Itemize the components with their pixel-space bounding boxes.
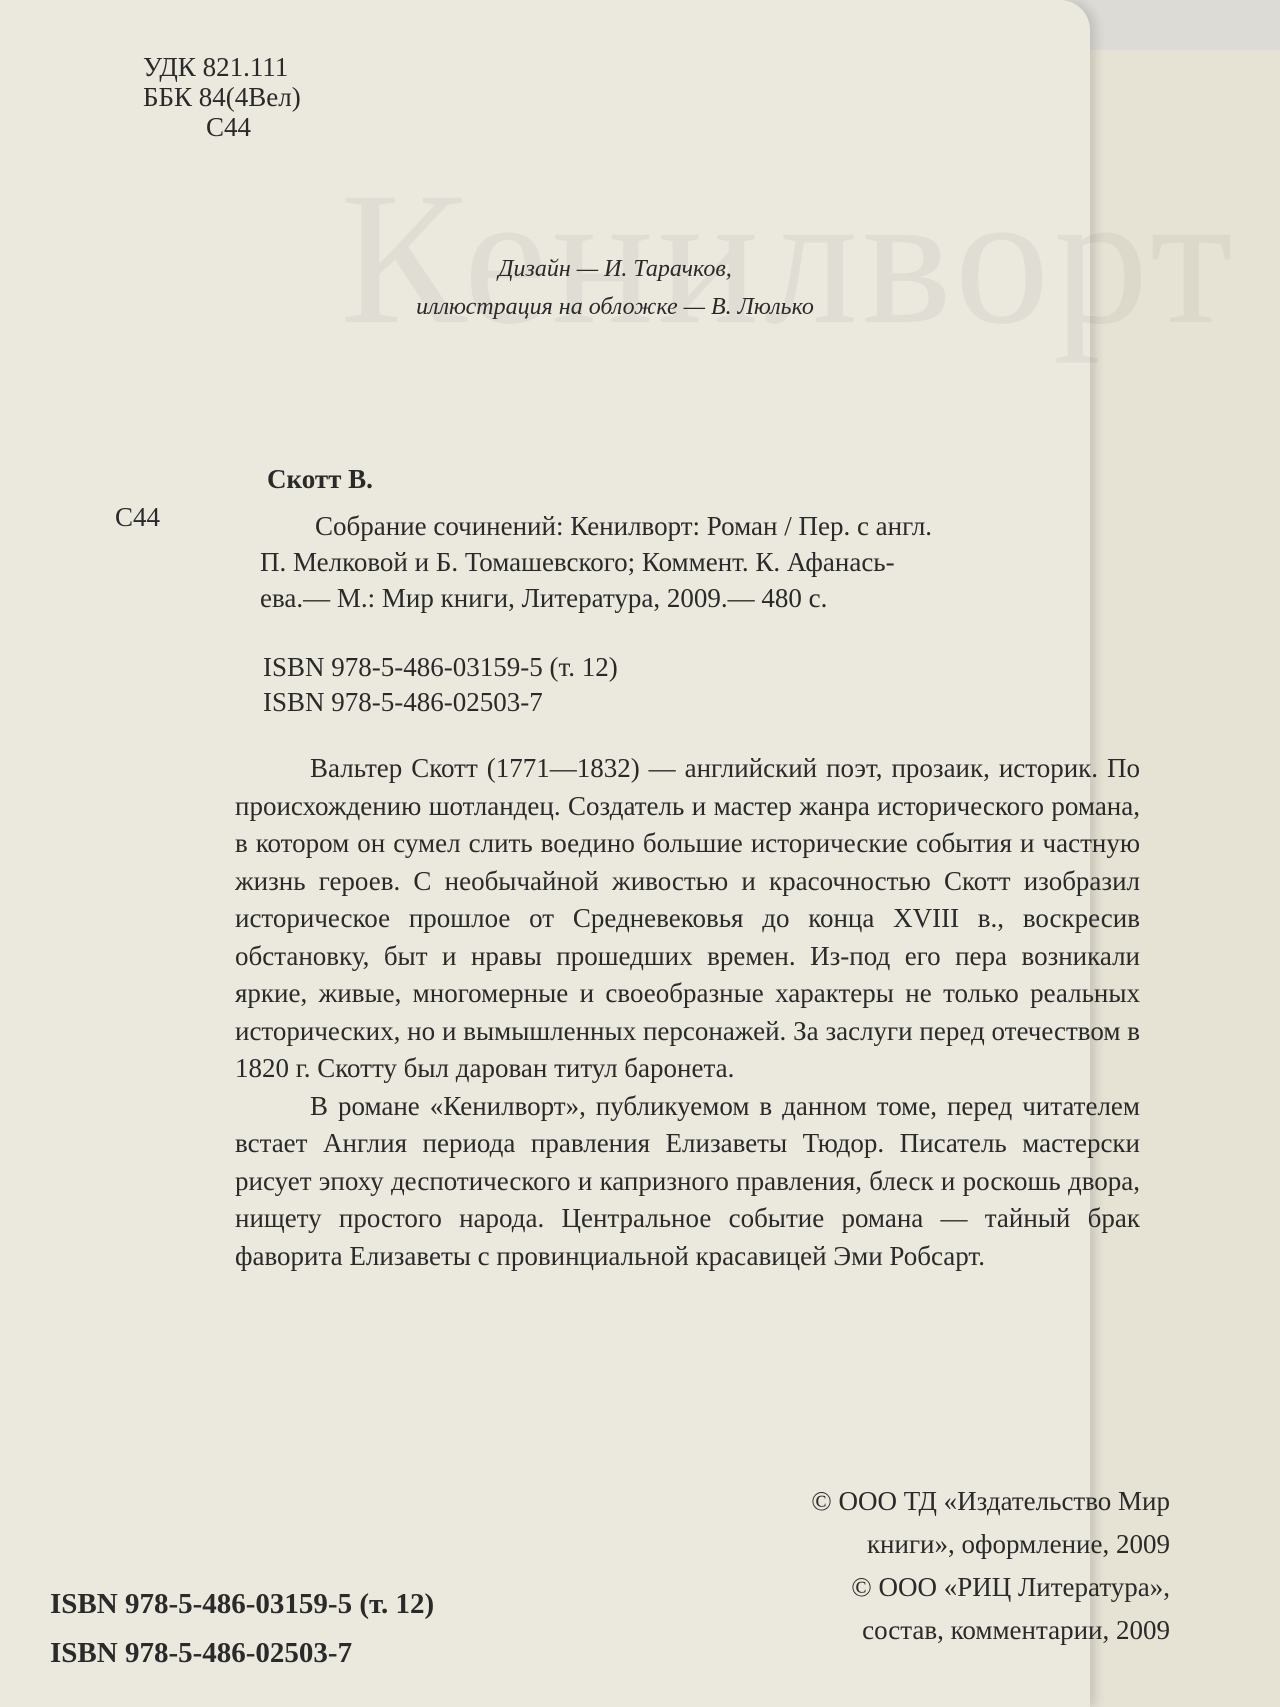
author-heading: Скотт В. <box>267 464 373 494</box>
illustration-credit: иллюстрация на обложке — В. Люлько <box>416 294 814 320</box>
footer-isbn-block <box>50 1580 434 1678</box>
footer-isbn-set: ISBN 978-5-486-02503-7 <box>50 1637 353 1669</box>
copyright-1-line-1: © ООО ТД «Издательство Мир <box>811 1486 1170 1516</box>
design-credits <box>355 250 875 326</box>
isbn-set: ISBN 978-5-486-02503-7 <box>263 687 543 717</box>
annotation-paragraph-2: В романе «Кенилворт», публикуемом в данном томе, перед читателем встает Англия периода правления Елизаветы Тюдор. Писатель мастерски рисует эпоху деспотического и капризного правления, блеск и роскошь двора, нищету простого народа. Центральное событие романа — тайный брак фаворита Елизаветы с провинциальной красавицей Эми Робсарт. <box>235 1090 1140 1271</box>
udk-code: УДК 821.111 <box>143 52 289 82</box>
copyright-block <box>710 1480 1170 1652</box>
design-credit: Дизайн — И. Тарачков, <box>498 256 732 282</box>
annotation <box>235 750 1140 1275</box>
bib-line-1: Собрание сочинений: Кенилворт: Роман / Пер. с англ. <box>315 511 933 541</box>
copyright-2-line-1: © ООО «РИЦ Литература», <box>851 1572 1170 1602</box>
copyright-2-line-2: состав, комментарии, 2009 <box>862 1615 1170 1645</box>
footer-isbn-volume: ISBN 978-5-486-03159-5 (т. 12) <box>50 1588 435 1620</box>
author-mark: С44 <box>206 112 252 142</box>
copyright-1-line-2: книги», оформление, 2009 <box>866 1529 1170 1559</box>
bibliographic-description <box>260 508 1110 616</box>
isbn-block <box>263 650 618 720</box>
bbk-code: ББК 84(4Вел) <box>143 82 301 112</box>
catalog-code: С44 <box>115 502 161 532</box>
classification-block <box>143 52 301 142</box>
bib-line-2: П. Мелковой и Б. Томашевского; Коммент. К. Афанась- <box>260 547 895 577</box>
annotation-paragraph-1: Вальтер Скотт (1771—1832) — английский поэт, прозаик, историк. По происхождению шотландец. Создатель и мастер жанра исторического романа, в котором он сумел слить воедино большие исторические события и частную жизнь героев. С необычайной живостью и красочностью Скотт изобразил историческое прошлое от Средневековья до конца XVIII в., воскресив обстановку, быт и нравы прошедших времен. Из-под его пера возникали яркие, живые, многомерные и своеобразные характеры не только реальных исторических, но и вымышленных персонажей. За заслуги перед отечеством в 1820 г. Скотту был дарован титул баронета. <box>235 753 1140 1083</box>
bib-line-3: ева.— М.: Мир книги, Литература, 2009.— 480 с. <box>260 583 828 613</box>
isbn-volume: ISBN 978-5-486-03159-5 (т. 12) <box>263 652 618 682</box>
